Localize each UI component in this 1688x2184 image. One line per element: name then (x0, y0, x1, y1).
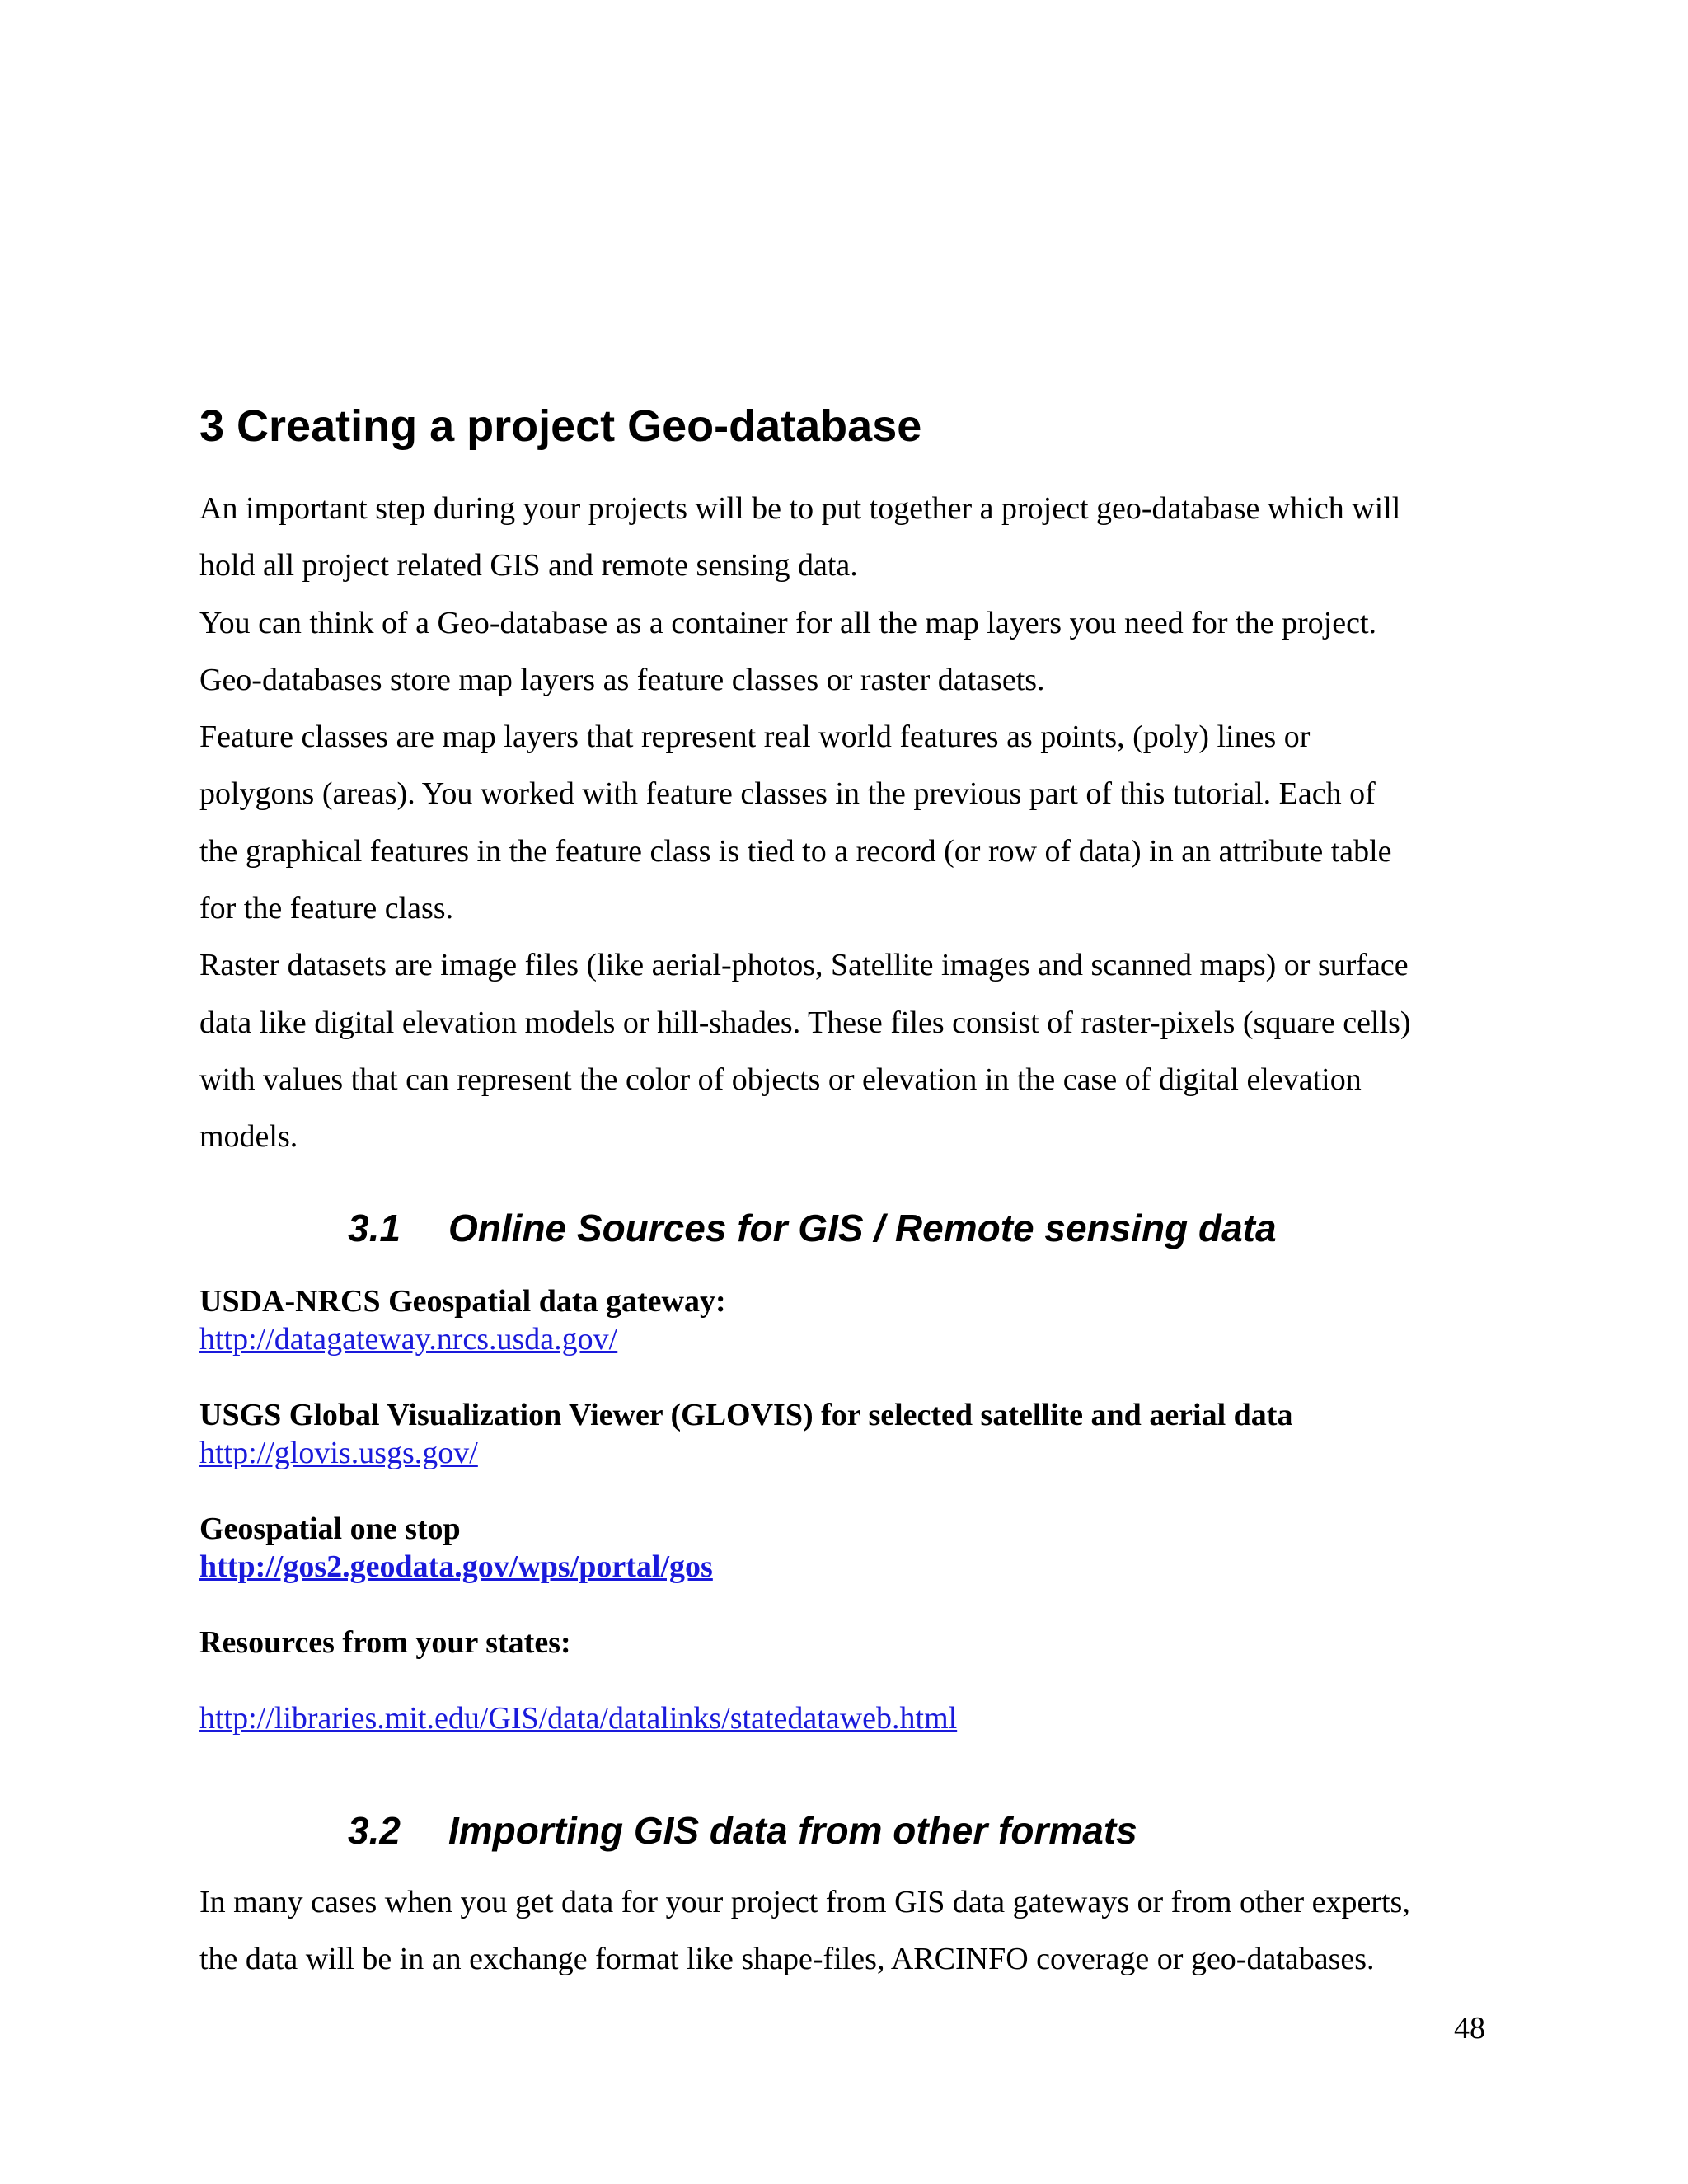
section-title: Importing GIS data from other formats (448, 1809, 1137, 1852)
source-link[interactable]: http://glovis.usgs.gov/ (199, 1436, 478, 1470)
source-usda-nrcs (199, 1282, 726, 1358)
intro-line: hold all project related GIS and remote sensing data. (199, 548, 858, 583)
outro-line: In many cases when you get data for your project from GIS data gateways or from other experts, (199, 1885, 1410, 1919)
intro-line: for the feature class. (199, 891, 454, 926)
intro-line: Raster datasets are image files (like aerial-photos, Satellite images and scanned maps) or surface (199, 948, 1409, 983)
source-geospatial-one-stop (199, 1510, 713, 1586)
intro-line: You can think of a Geo-database as a container for all the map layers you need for the project. (199, 605, 1377, 640)
section-number: 3.1 (348, 1207, 401, 1249)
intro-line: polygons (areas). You worked with feature classes in the previous part of this tutorial. Each of (199, 776, 1376, 812)
intro-paragraph (199, 480, 1493, 1166)
source-usgs-glovis (199, 1396, 1292, 1472)
source-link[interactable]: http://libraries.mit.edu/GIS/data/datalinks/statedataweb.html (199, 1701, 958, 1736)
section-title: Online Sources for GIS / Remote sensing data (448, 1207, 1277, 1249)
section-number: 3.2 (348, 1809, 401, 1852)
intro-line: with values that can represent the color of objects or elevation in the case of digital elevation (199, 1062, 1362, 1097)
intro-line: Geo-databases store map layers as feature classes or raster datasets. (199, 662, 1045, 697)
source-title: USGS Global Visualization Viewer (GLOVIS) for selected satellite and aerial data (199, 1398, 1293, 1432)
intro-line: Feature classes are map layers that represent real world features as points, (poly) lines or (199, 719, 1311, 755)
intro-line: the graphical features in the feature class is tied to a record (or row of data) in an attribute table (199, 833, 1392, 869)
outro-line: the data will be in an exchange format like shape-files, ARCINFO coverage or geo-databases. (199, 1942, 1375, 1977)
chapter-heading: 3 Creating a project Geo-database (199, 401, 922, 451)
intro-line: models. (199, 1119, 298, 1155)
source-title: USDA-NRCS Geospatial data gateway: (199, 1284, 726, 1319)
source-title: Resources from your states: (199, 1625, 571, 1660)
source-title: Geospatial one stop (199, 1511, 461, 1546)
section-heading-online-sources (348, 1203, 1277, 1253)
source-link[interactable]: http://gos2.geodata.gov/wps/portal/gos (199, 1549, 713, 1584)
intro-line: data like digital elevation models or hill-shades. These files consist of raster-pixels (square cells) (199, 1005, 1411, 1040)
page-number: 48 (1454, 2011, 1485, 2046)
importing-paragraph (199, 1874, 1493, 1989)
source-state-resources (199, 1624, 957, 1737)
intro-line: An important step during your projects will be to put together a project geo-database which will (199, 491, 1401, 526)
section-heading-importing (348, 1806, 1137, 1855)
source-link[interactable]: http://datagateway.nrcs.usda.gov/ (199, 1322, 618, 1357)
